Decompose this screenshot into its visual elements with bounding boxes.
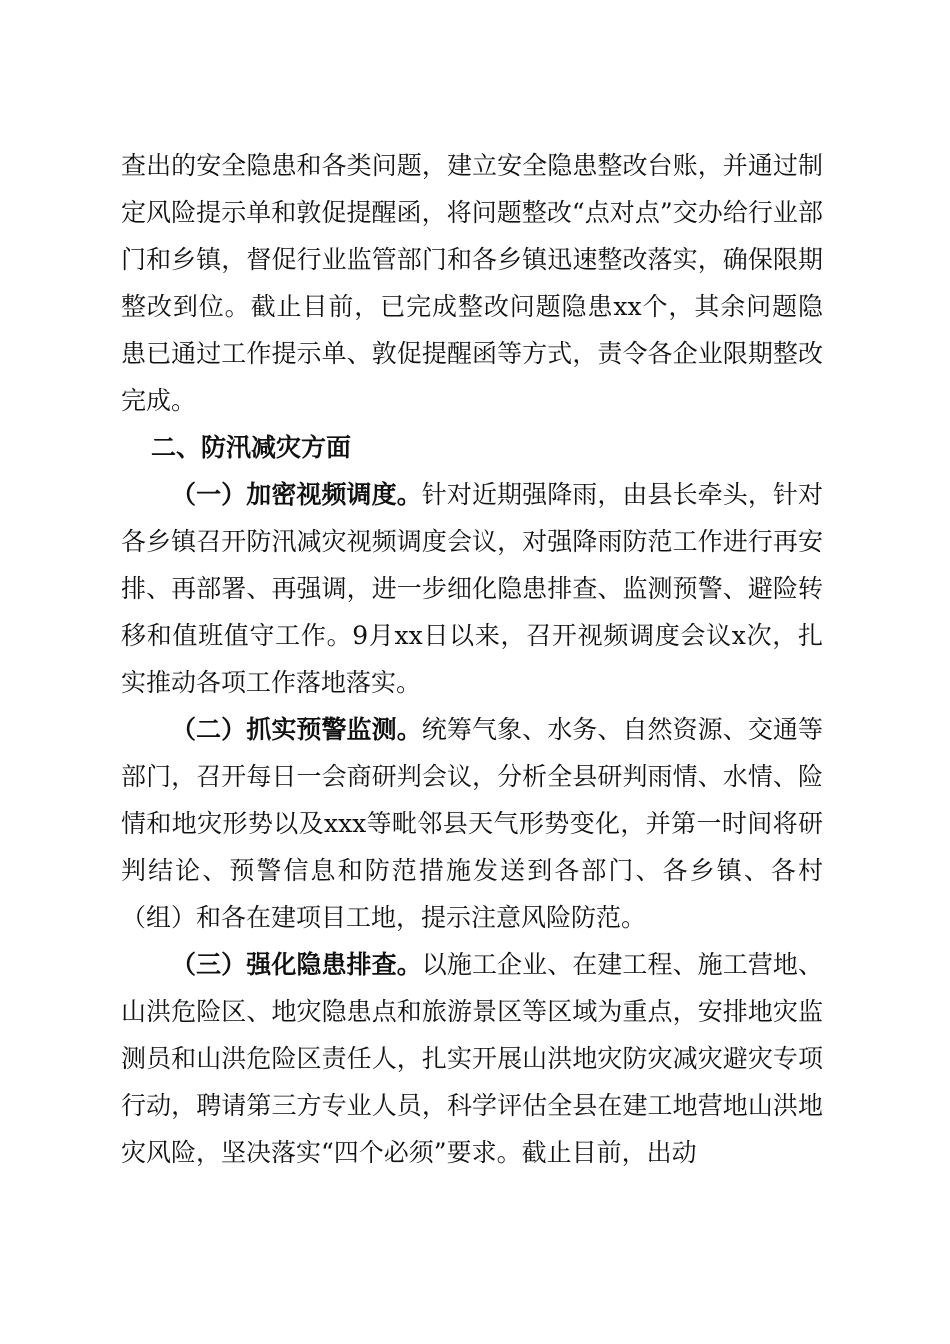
document-body bbox=[121, 142, 823, 1176]
item-paragraph-2 bbox=[121, 706, 823, 941]
section-heading: 二、防汛减灾方面 bbox=[151, 433, 352, 462]
item-lead-3: （三）强化隐患排查。 bbox=[171, 950, 422, 979]
item-paragraph-3 bbox=[121, 941, 823, 1176]
item-lead-1: （一）加密视频调度。 bbox=[171, 480, 422, 509]
item-body-1: 针对近期强降雨，由县长牵头，针对各乡镇召开防汛减灾视频调度会议，对强降雨防范工作进行再安排、再部署、再强调，进一步细化隐患排查、监测预警、避险转移和值班值守工作。9月xx日以来，召开视频调度会议x次，扎实推动各项工作落地落实。 bbox=[121, 480, 823, 697]
item-paragraph-1 bbox=[121, 471, 823, 706]
item-lead-2: （二）抓实预警监测。 bbox=[171, 715, 422, 744]
continuation-paragraph: 查出的安全隐患和各类问题，建立安全隐患整改台账，并通过制定风险提示单和敦促提醒函，将问题整改“点对点”交办给行业部门和乡镇，督促行业监管部门和各乡镇迅速整改落实，确保限期整改到位。截止目前，已完成整改问题隐患xx个，其余问题隐患已通过工作提示单、敦促提醒函等方式，责令各企业限期整改完成。 bbox=[121, 151, 823, 415]
item-body-2: 统筹气象、水务、自然资源、交通等部门，召开每日一会商研判会议，分析全县研判雨情、水情、险情和地灾形势以及xxx等毗邻县天气形势变化，并第一时间将研判结论、预警信息和防范措施发送到各部门、各乡镇、各村（组）和各在建项目工地，提示注意风险防范。 bbox=[121, 715, 823, 932]
item-body-3: 以施工企业、在建工程、施工营地、山洪危险区、地灾隐患点和旅游景区等区域为重点，安排地灾监测员和山洪危险区责任人，扎实开展山洪地灾防灾减灾避灾专项行动，聘请第三方专业人员，科学评估全县在建工地营地山洪地灾风险，坚决落实“四个必须”要求。截止目前，出动 bbox=[121, 950, 823, 1167]
